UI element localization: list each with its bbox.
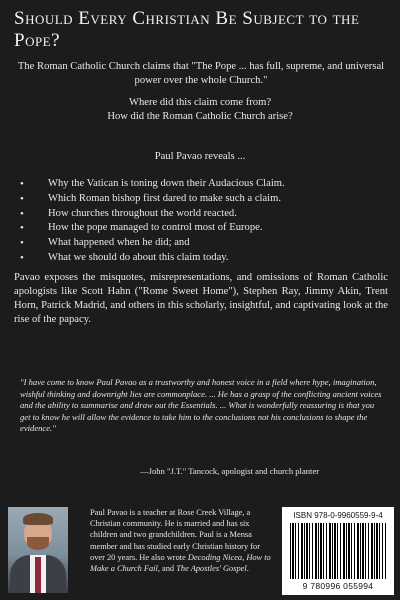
list-item: • What we should do about this claim today. — [20, 251, 229, 264]
endorsement-attribution: —John "J.T." Tancock, apologist and church planter — [140, 466, 320, 476]
author-bio: Paul Pavao is a teacher at Rose Creek Village, a Christian community. He is married and has six children and two grandchildren. Paul is a Mensa member and has studied early Christian history for over 20 years. He also wrote Decoding Nicea, How to Make a Church Fail, and The Apostles' Gospel. — [90, 508, 271, 574]
book-title-church-fail: How to Make a Church Fail — [90, 552, 271, 574]
book-title: Should Every Christian Be Subject to the Pope? — [14, 8, 360, 51]
list-item: • What happened when he did; and — [20, 237, 190, 250]
barcode-number: 9 780996 055994 — [302, 581, 374, 591]
bullet-icon: • — [20, 178, 24, 190]
isbn-barcode — [282, 507, 394, 595]
endorsement-quote: "I have come to know Paul Pavao as a trustworthy and honest voice in a field where hype, imagination, wishful thinking and downright lies are commonplace. ... He has a grasp of the conflicting ancient voices and the ability to summarise and draw out the Essentials. ... What is wonderfully reassuring is that you get to know he will allow the evidence to take him to the conclusions not his conclusions to shape the evidence." — [20, 377, 382, 434]
reveals-list — [14, 177, 384, 266]
isbn-text: ISBN 978-0-9960559-9-4 — [293, 511, 383, 520]
reveals-heading: Paul Pavao reveals ... — [154, 151, 246, 162]
bullet-icon: • — [20, 251, 24, 264]
exposes-paragraph: Pavao exposes the misquotes, misrepresentations, and omissions of Roman Catholic apologists like Scott Hahn ("Rome Sweet Home"), Stephen Ray, Jimmy Akin, Trent Horn, Patrick Madrid, and others in this scholarly, insightful, and captivating look at the rise of the papacy. — [14, 272, 388, 325]
list-item: • Why the Vatican is toning down their Audacious Claim. — [20, 178, 285, 190]
bullet-icon: • — [20, 237, 24, 250]
author-photo — [8, 507, 68, 593]
list-item: • Which Roman bishop first dared to make such a claim. — [20, 192, 282, 205]
bullet-icon: • — [20, 207, 24, 220]
barcode-icon — [290, 523, 386, 579]
question-1: Where did this claim come from? — [128, 97, 272, 108]
book-title-decoding-nicea: Decoding Nicea — [187, 552, 243, 562]
intro-paragraph: The Roman Catholic Church claims that "The Pope ... has full, supreme, and universal power over the whole Church." — [17, 61, 385, 86]
bullet-icon: • — [20, 222, 24, 235]
list-item: • How the pope managed to control most of Europe. — [20, 222, 263, 235]
book-title-apostles-gospel: The Apostles' Gospel — [176, 564, 247, 574]
bullet-icon: • — [20, 192, 24, 205]
list-item: • How churches throughout the world reacted. — [20, 207, 237, 220]
question-2: How did the Roman Catholic Church arise? — [107, 111, 293, 122]
